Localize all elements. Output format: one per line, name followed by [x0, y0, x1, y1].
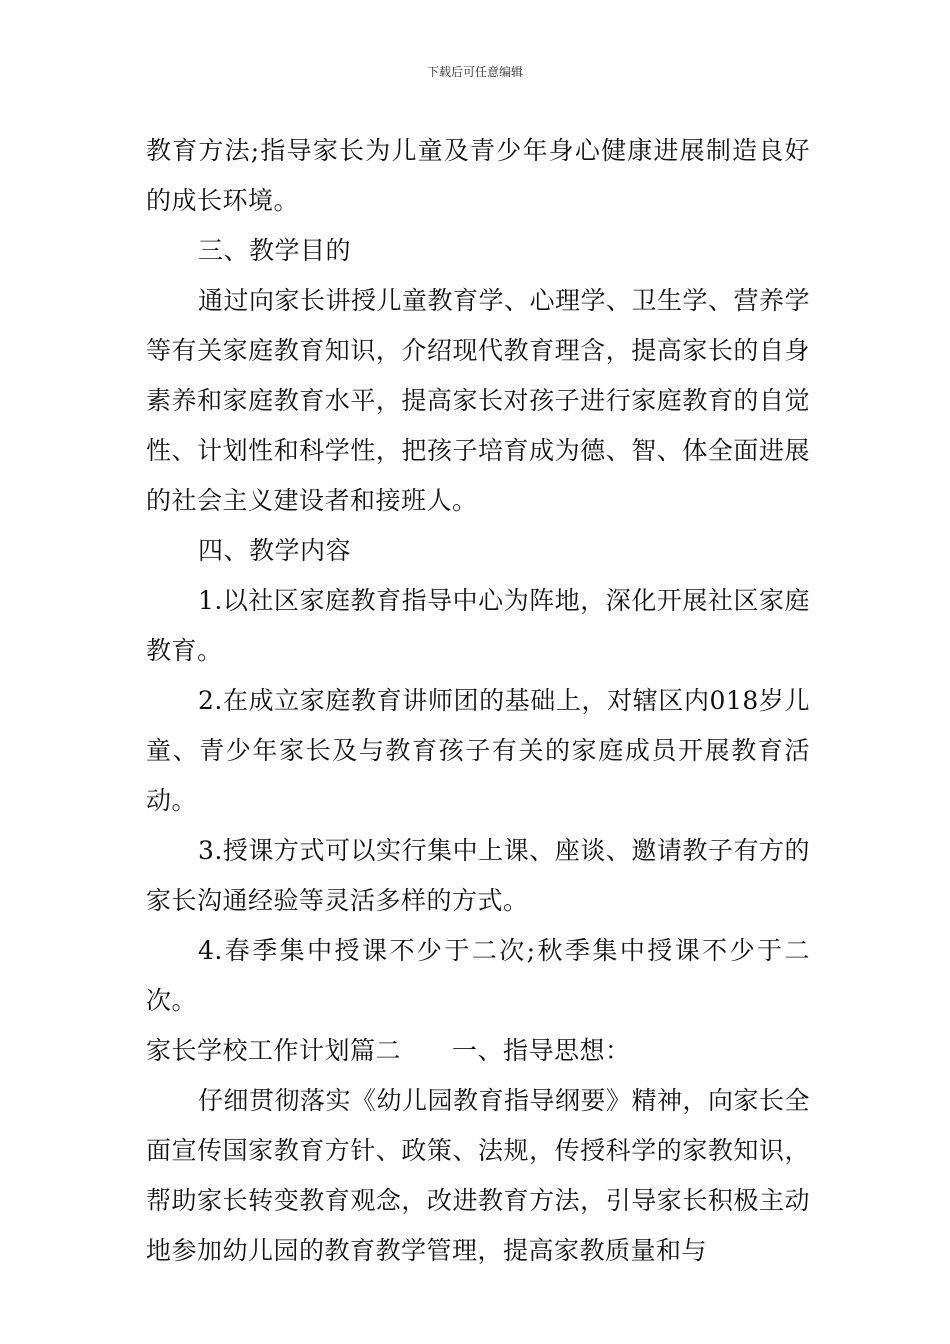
- list-item-2: 2.在成立家庭教育讲师团的基础上，对辖区内018岁儿童、青少年家长及与教育孩子有关的家庭成员开展教育活动。: [146, 686, 810, 815]
- page-header: 下载后可任意编辑: [426, 65, 523, 79]
- section-heading-3: 三、教学目的: [198, 236, 352, 265]
- document-body: [146, 126, 810, 1276]
- list-item-4: 4.春季集中授课不少于二次;秋季集中授课不少于二次。: [146, 936, 810, 1015]
- paragraph-guiding-thought: 仔细贯彻落实《幼儿园教育指导纲要》精神，向家长全面宣传国家教育方针、政策、法规，传授科学的家教知识，帮助家长转变教育观念，改进教育方法，引导家长积极主动地参加幼儿园的教育教学管理，提高家教质量和与: [146, 1086, 811, 1265]
- chapter-title-2: 家长学校工作计划篇二 一、指导思想：: [146, 1036, 631, 1065]
- section-heading-4: 四、教学内容: [198, 536, 352, 565]
- paragraph-teaching-goal: 通过向家长讲授儿童教育学、心理学、卫生学、营养学等有关家庭教育知识，介绍现代教育理含，提高家长的自身素养和家庭教育水平，提高家长对孩子进行家庭教育的自觉性、计划性和科学性，把孩子培育成为德、智、体全面进展的社会主义建设者和接班人。: [146, 286, 811, 515]
- paragraph-1: 教育方法;指导家长为儿童及青少年身心健康进展制造良好的成长环境。: [146, 136, 810, 215]
- list-item-1: 1.以社区家庭教育指导中心为阵地，深化开展社区家庭教育。: [146, 586, 810, 665]
- list-item-3: 3.授课方式可以实行集中上课、座谈、邀请教子有方的家长沟通经验等灵活多样的方式。: [146, 836, 810, 915]
